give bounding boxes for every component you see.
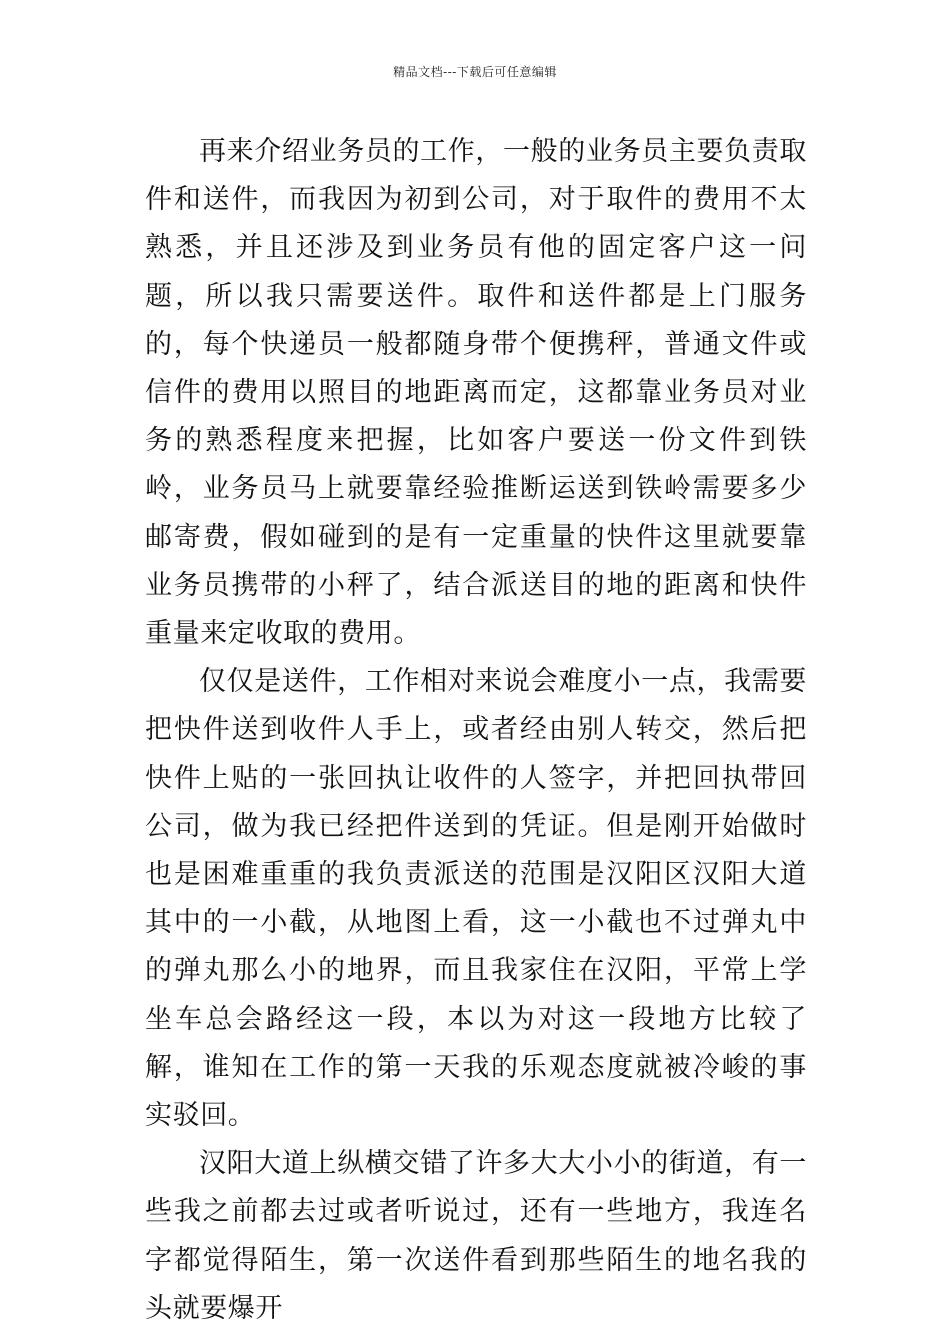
paragraph-3: 汉阳大道上纵横交错了许多大大小小的街道，有一些我之前都去过或者听说过，还有一些地方，我连名字都觉得陌生，第一次送件看到那些陌生的地名我的头就要爆开 — [145, 1148, 807, 1324]
paragraph-1: 再来介绍业务员的工作，一般的业务员主要负责取件和送件，而我因为初到公司，对于取件的费用不太熟悉，并且还涉及到业务员有他的固定客户这一问题，所以我只需要送件。取件和送件都是上门服务的，每个快递员一般都随身带个便携秤，普通文件或信件的费用以照目的地距离而定，这都靠业务员对业务的熟悉程度来把握，比如客户要送一份文件到铁岭，业务员马上就要靠经验推断运送到铁岭需要多少邮寄费，假如碰到的是有一定重量的快件这里就要靠业务员携带的小秤了，结合派送目的地的距离和快件重量来定收取的费用。 — [145, 136, 807, 650]
paragraph-2: 仅仅是送件，工作相对来说会难度小一点，我需要把快件送到收件人手上，或者经由别人转交，然后把快件上贴的一张回执让收件的人签字，并把回执带回公司，做为我已经把件送到的凭证。但是刚开始做时也是困难重重的我负责派送的范围是汉阳区汉阳大道其中的一小截，从地图上看，这一小截也不过弹丸中的弹丸那么小的地界，而且我家住在汉阳，平常上学坐车总会路经这一段，本以为对这一段地方比较了解，谁知在工作的第一天我的乐观态度就被冷峻的事实驳回。 — [145, 666, 807, 1132]
page-header: 精品文档---下载后可任意编辑 — [393, 65, 557, 79]
document-body — [145, 128, 807, 1333]
